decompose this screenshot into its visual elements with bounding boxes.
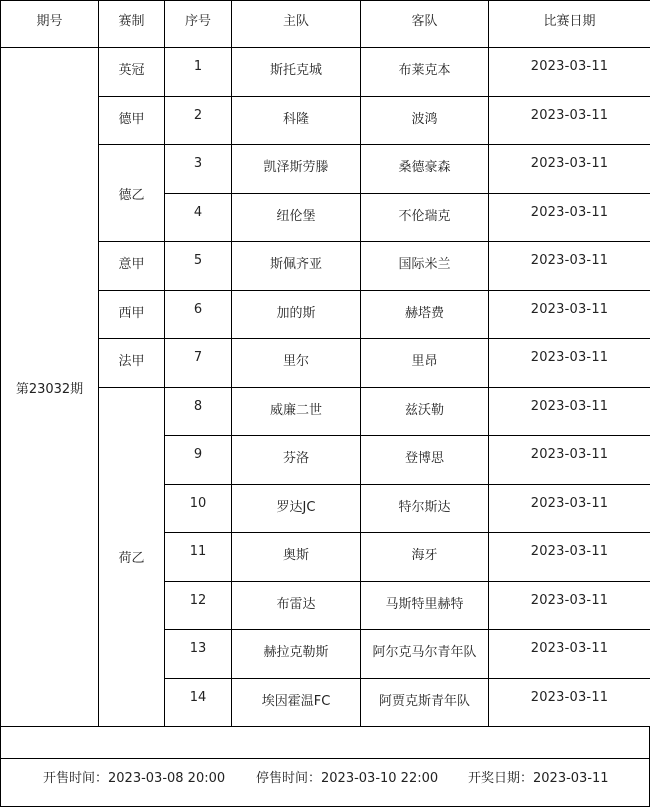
away-team: 不伦瑞克 bbox=[361, 193, 489, 242]
match-date: 2023-03-11 bbox=[489, 678, 650, 727]
match-no: 11 bbox=[165, 533, 232, 582]
away-team: 阿尔克马尔青年队 bbox=[361, 630, 489, 679]
away-team: 登博思 bbox=[361, 436, 489, 485]
header-away: 客队 bbox=[361, 1, 489, 48]
sale-info-footer bbox=[0, 757, 650, 807]
home-team: 布雷达 bbox=[232, 581, 361, 630]
match-no: 1 bbox=[165, 48, 232, 97]
table-row bbox=[1, 48, 650, 97]
match-date: 2023-03-11 bbox=[489, 387, 650, 436]
header-league: 赛制 bbox=[99, 1, 165, 48]
away-team: 阿贾克斯青年队 bbox=[361, 678, 489, 727]
match-date: 2023-03-11 bbox=[489, 48, 650, 97]
home-team: 埃因霍温FC bbox=[232, 678, 361, 727]
match-date: 2023-03-11 bbox=[489, 145, 650, 194]
table-row bbox=[1, 339, 650, 388]
home-team: 斯托克城 bbox=[232, 48, 361, 97]
match-date: 2023-03-11 bbox=[489, 436, 650, 485]
issue-cell: 第23032期 bbox=[1, 48, 99, 727]
home-team: 斯佩齐亚 bbox=[232, 242, 361, 291]
league-cell: 荷乙 bbox=[99, 387, 165, 727]
away-team: 里昂 bbox=[361, 339, 489, 388]
match-no: 12 bbox=[165, 581, 232, 630]
match-date: 2023-03-11 bbox=[489, 484, 650, 533]
match-date: 2023-03-11 bbox=[489, 290, 650, 339]
home-team: 科隆 bbox=[232, 96, 361, 145]
match-no: 7 bbox=[165, 339, 232, 388]
match-date: 2023-03-11 bbox=[489, 193, 650, 242]
away-team: 兹沃勒 bbox=[361, 387, 489, 436]
league-cell: 法甲 bbox=[99, 339, 165, 388]
home-team: 加的斯 bbox=[232, 290, 361, 339]
header-row bbox=[1, 1, 650, 48]
home-team: 纽伦堡 bbox=[232, 193, 361, 242]
match-date: 2023-03-11 bbox=[489, 96, 650, 145]
home-team: 奥斯 bbox=[232, 533, 361, 582]
header-date: 比赛日期 bbox=[489, 1, 650, 48]
league-cell: 意甲 bbox=[99, 242, 165, 291]
table-row bbox=[1, 242, 650, 291]
match-no: 9 bbox=[165, 436, 232, 485]
match-no: 2 bbox=[165, 96, 232, 145]
header-home: 主队 bbox=[232, 1, 361, 48]
away-team: 马斯特里赫特 bbox=[361, 581, 489, 630]
table-row bbox=[1, 387, 650, 436]
home-team: 凯泽斯劳滕 bbox=[232, 145, 361, 194]
away-team: 波鸿 bbox=[361, 96, 489, 145]
away-team: 桑德豪森 bbox=[361, 145, 489, 194]
match-no: 5 bbox=[165, 242, 232, 291]
sale-start-time: 开售时间：2023-03-08 20:00 bbox=[43, 771, 226, 786]
blank-row bbox=[0, 726, 650, 759]
header-issue: 期号 bbox=[1, 1, 99, 48]
league-cell: 德乙 bbox=[99, 145, 165, 242]
table-row bbox=[1, 96, 650, 145]
away-team: 国际米兰 bbox=[361, 242, 489, 291]
away-team: 赫塔费 bbox=[361, 290, 489, 339]
match-no: 4 bbox=[165, 193, 232, 242]
match-no: 10 bbox=[165, 484, 232, 533]
match-no: 14 bbox=[165, 678, 232, 727]
home-team: 芬洛 bbox=[232, 436, 361, 485]
home-team: 赫拉克勒斯 bbox=[232, 630, 361, 679]
away-team: 布莱克本 bbox=[361, 48, 489, 97]
home-team: 威廉二世 bbox=[232, 387, 361, 436]
match-date: 2023-03-11 bbox=[489, 630, 650, 679]
league-cell: 西甲 bbox=[99, 290, 165, 339]
match-no: 6 bbox=[165, 290, 232, 339]
match-no: 3 bbox=[165, 145, 232, 194]
table-row bbox=[1, 290, 650, 339]
match-date: 2023-03-11 bbox=[489, 242, 650, 291]
match-date: 2023-03-11 bbox=[489, 533, 650, 582]
home-team: 里尔 bbox=[232, 339, 361, 388]
league-cell: 英冠 bbox=[99, 48, 165, 97]
header-no: 序号 bbox=[165, 1, 232, 48]
sale-stop-time: 停售时间：2023-03-10 22:00 bbox=[256, 771, 439, 786]
away-team: 特尔斯达 bbox=[361, 484, 489, 533]
match-date: 2023-03-11 bbox=[489, 581, 650, 630]
away-team: 海牙 bbox=[361, 533, 489, 582]
table-row bbox=[1, 145, 650, 194]
league-cell: 德甲 bbox=[99, 96, 165, 145]
match-date: 2023-03-11 bbox=[489, 339, 650, 388]
draw-date: 开奖日期：2023-03-11 bbox=[468, 771, 609, 786]
home-team: 罗达JC bbox=[232, 484, 361, 533]
match-no: 8 bbox=[165, 387, 232, 436]
match-no: 13 bbox=[165, 630, 232, 679]
